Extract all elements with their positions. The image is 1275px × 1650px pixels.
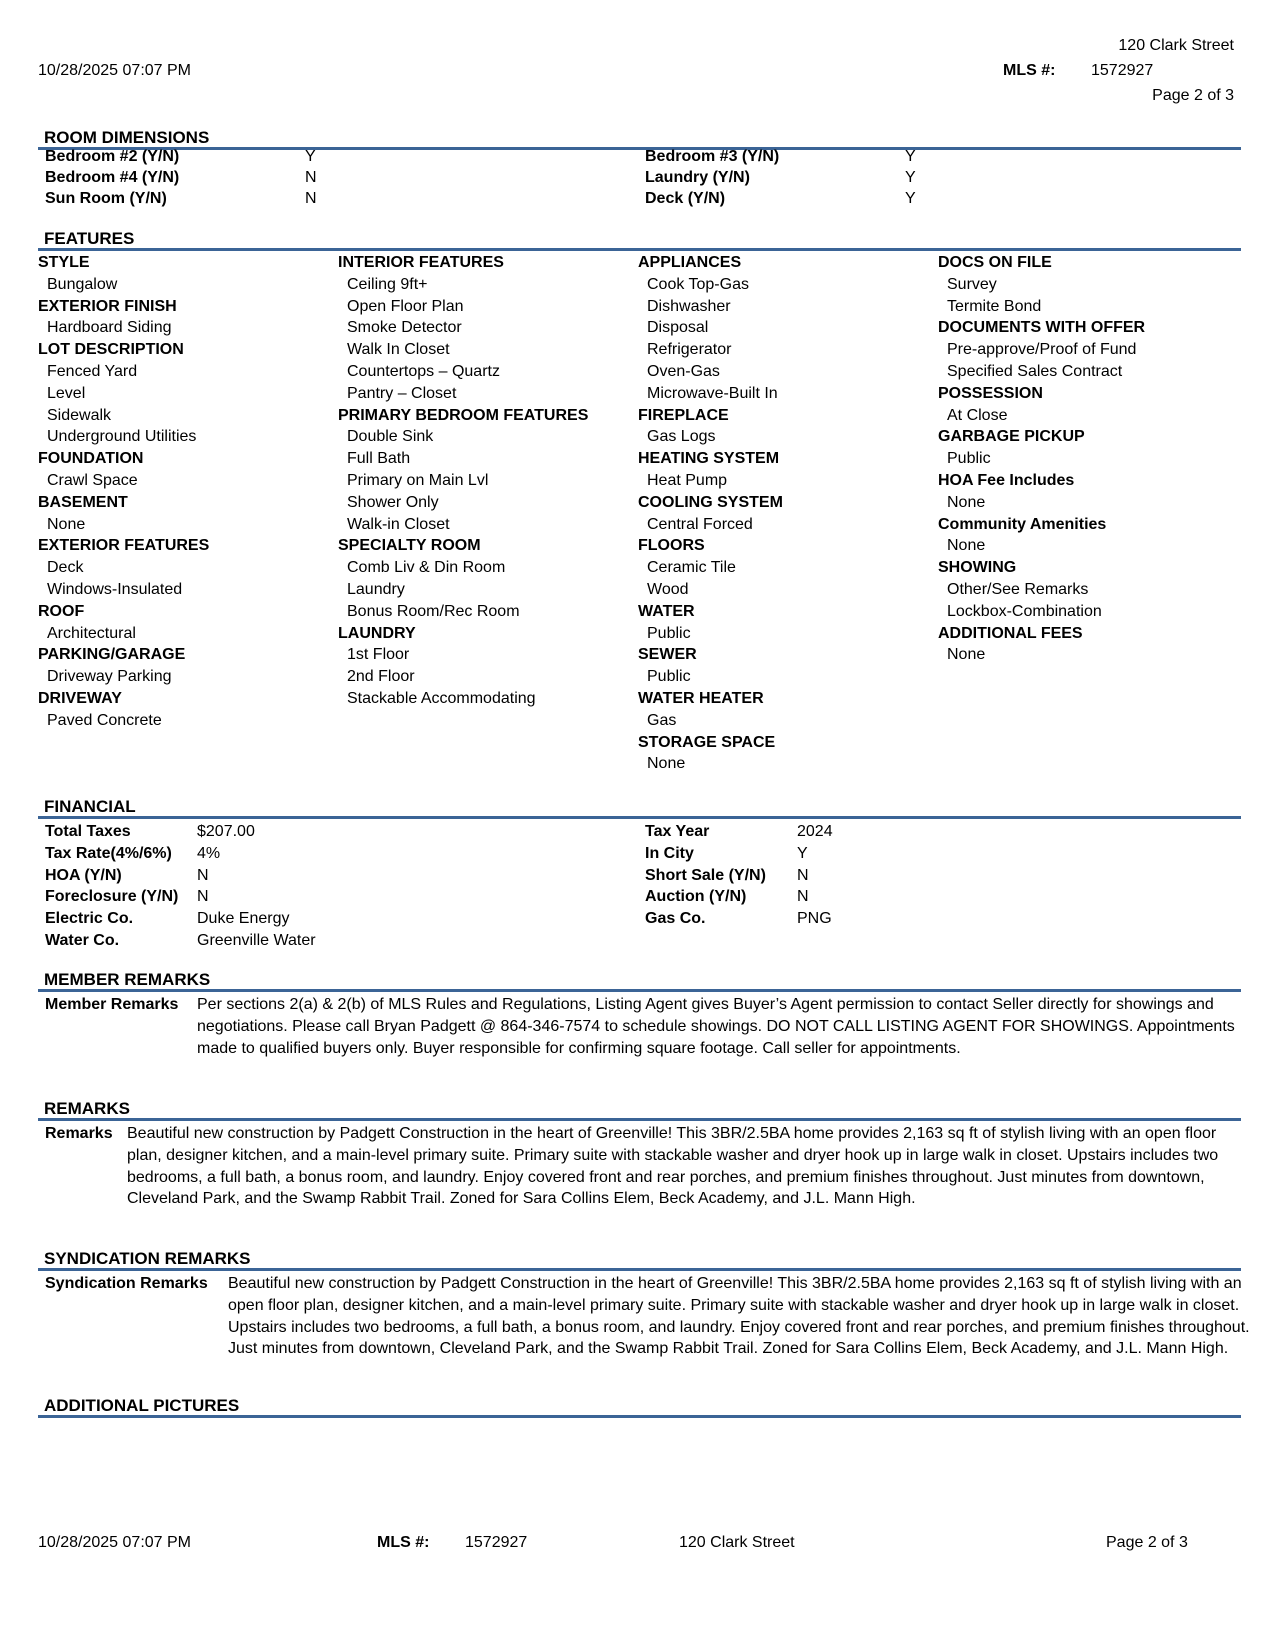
- feature-item: Microwave-Built In: [647, 384, 778, 402]
- kv-value: 2024: [797, 823, 833, 840]
- room-dimensions-left: [45, 146, 317, 209]
- kv-row: [45, 865, 316, 887]
- section-title: FEATURES: [44, 229, 135, 248]
- kv-row: [645, 843, 833, 865]
- feature-item: Crawl Space: [47, 471, 138, 489]
- feature-item: Bonus Room/Rec Room: [347, 602, 520, 620]
- header-mls-label: MLS #:: [1003, 62, 1056, 79]
- feature-item: Refrigerator: [647, 341, 732, 359]
- kv-label: Tax Year: [645, 823, 710, 840]
- feature-item: Comb Liv & Din Room: [347, 559, 506, 577]
- kv-value: N: [197, 866, 209, 884]
- feature-item: Fenced Yard: [47, 362, 138, 380]
- kv-label: Total Taxes: [45, 823, 131, 840]
- kv-row: [45, 930, 316, 952]
- kv-row: [45, 167, 317, 188]
- feature-category: Community Amenities: [938, 515, 1107, 533]
- feature-item: Cook Top-Gas: [647, 275, 749, 293]
- feature-category: FOUNDATION: [38, 450, 144, 468]
- feature-item: Walk-in Closet: [347, 515, 450, 533]
- feature-category: WATER: [638, 602, 695, 620]
- additional-pictures-section: [38, 1395, 1241, 1419]
- section-title: SYNDICATION REMARKS: [44, 1249, 251, 1268]
- feature-item: Underground Utilities: [47, 428, 197, 446]
- kv-row: [645, 146, 916, 167]
- features-column-1: [38, 252, 209, 732]
- feature-category: PRIMARY BEDROOM FEATURES: [338, 406, 589, 424]
- member-remarks-block: [45, 994, 1241, 1084]
- member-remarks-section: [38, 969, 1241, 993]
- feature-item: Public: [647, 624, 691, 642]
- feature-category: DOCS ON FILE: [938, 254, 1052, 271]
- kv-value: 4%: [197, 844, 221, 862]
- feature-item: Pre-approve/Proof of Fund: [947, 341, 1137, 359]
- syndication-remarks-section: [38, 1248, 1241, 1272]
- kv-row: [645, 821, 833, 843]
- kv-value: N: [797, 866, 809, 884]
- section-divider: [38, 248, 1241, 251]
- feature-item: Windows-Insulated: [47, 580, 183, 598]
- feature-category: STORAGE SPACE: [638, 733, 776, 751]
- room-dimensions-right: [645, 146, 916, 209]
- feature-category: WATER HEATER: [638, 689, 764, 707]
- section-divider: [38, 1268, 1241, 1271]
- syndication-remarks-text: Beautiful new construction by Padgett Construction in the heart of Greenville! This 3BR/2.5BA home provides 2,163 sq ft of stylish living with an open floor plan, designer kitchen, and a main-level primary suite. Primary suite with stackable washer and dryer hook up in large walk in closet. Upstairs includes two bedrooms, a full bath, a bonus room, and laundry. Enjoy covered front and rear porches, and premium finishes throughout. Just minutes from downtown, Cleveland Park, and the Swamp Rabbit Trail. Zoned for Sara Collins Elem, Beck Academy, and J.L. Mann High.: [228, 1275, 1250, 1358]
- feature-item: None: [947, 646, 986, 664]
- feature-item: Disposal: [647, 319, 709, 337]
- feature-item: Central Forced: [647, 515, 753, 533]
- feature-category: GARBAGE PICKUP: [938, 428, 1085, 446]
- kv-label: Deck (Y/N): [645, 190, 726, 207]
- kv-label: Gas Co.: [645, 910, 706, 928]
- feature-category: PARKING/GARAGE: [38, 646, 186, 664]
- feature-category: FLOORS: [638, 537, 705, 555]
- feature-category: EXTERIOR FINISH: [38, 297, 177, 315]
- syndication-remarks-label: Syndication Remarks: [45, 1275, 208, 1292]
- feature-category: FIREPLACE: [638, 406, 729, 424]
- kv-row: [45, 821, 316, 843]
- feature-item: Gas Logs: [647, 428, 716, 446]
- kv-row: [645, 188, 916, 209]
- feature-item: Level: [47, 384, 86, 402]
- feature-item: Sidewalk: [47, 406, 112, 424]
- header-address: 120 Clark Street: [1118, 37, 1234, 54]
- section-divider: [38, 816, 1241, 819]
- header-page: Page 2 of 3: [1152, 87, 1234, 104]
- kv-label: HOA (Y/N): [45, 866, 122, 884]
- header-mls-number: 1572927: [1091, 62, 1154, 79]
- feature-item: Other/See Remarks: [947, 580, 1089, 598]
- kv-value: N: [305, 169, 317, 186]
- feature-item: Stackable Accommodating: [347, 689, 536, 707]
- kv-row: [45, 886, 316, 908]
- feature-item: 1st Floor: [347, 646, 410, 664]
- feature-item: Public: [947, 450, 991, 468]
- feature-category: POSSESSION: [938, 384, 1043, 402]
- financial-right: [645, 821, 833, 930]
- kv-value: Y: [905, 190, 916, 207]
- kv-value: N: [197, 888, 209, 906]
- feature-category: DOCUMENTS WITH OFFER: [938, 319, 1146, 337]
- feature-category: EXTERIOR FEATURES: [38, 537, 210, 555]
- kv-row: [45, 146, 317, 167]
- syndication-remarks-block: [45, 1273, 1250, 1385]
- kv-label: Sun Room (Y/N): [45, 190, 167, 207]
- feature-category: DRIVEWAY: [38, 689, 122, 707]
- feature-item: Gas: [647, 711, 677, 729]
- feature-item: Architectural: [47, 624, 136, 642]
- feature-item: Termite Bond: [947, 297, 1042, 315]
- kv-value: N: [305, 190, 317, 207]
- kv-row: [45, 908, 316, 930]
- feature-item: Bungalow: [47, 275, 118, 293]
- feature-item: Laundry: [347, 580, 405, 598]
- kv-value: Y: [797, 844, 808, 862]
- feature-item: Dishwasher: [647, 297, 731, 315]
- kv-value: $207.00: [197, 823, 255, 840]
- feature-category: LAUNDRY: [338, 624, 416, 642]
- footer-mls-number: 1572927: [465, 1534, 528, 1551]
- feature-item: None: [947, 537, 986, 555]
- feature-item: Ceramic Tile: [647, 559, 736, 577]
- feature-category: COOLING SYSTEM: [638, 493, 783, 511]
- feature-item: Pantry – Closet: [347, 384, 457, 402]
- kv-label: Auction (Y/N): [645, 888, 747, 906]
- feature-category: LOT DESCRIPTION: [38, 341, 184, 359]
- kv-label: Bedroom #4 (Y/N): [45, 169, 180, 186]
- feature-item: Oven-Gas: [647, 362, 720, 380]
- remarks-block: [45, 1123, 1241, 1235]
- kv-label: Bedroom #3 (Y/N): [645, 148, 780, 165]
- kv-row: [45, 188, 317, 209]
- member-remarks-text: Per sections 2(a) & 2(b) of MLS Rules and Regulations, Listing Agent gives Buyer’s Agent permission to contact Seller directly for showings and negotiations. Please call Bryan Padgett @ 864-346-7574 to schedule showings. DO NOT CALL LISTING AGENT FOR SHOWINGS. Appointments made to qualified buyers only. Buyer responsible for confirming square footage. Call seller for appointments.: [197, 996, 1235, 1057]
- section-title: ROOM DIMENSIONS: [44, 128, 210, 147]
- footer-address: 120 Clark Street: [679, 1534, 795, 1551]
- kv-value: Greenville Water: [197, 931, 316, 949]
- section-title: REMARKS: [44, 1099, 130, 1118]
- feature-item: At Close: [947, 406, 1008, 424]
- feature-item: None: [947, 493, 986, 511]
- feature-item: Walk In Closet: [347, 341, 450, 359]
- kv-label: Tax Rate(4%/6%): [45, 844, 172, 862]
- feature-category: BASEMENT: [38, 493, 128, 511]
- section-title: FINANCIAL: [44, 797, 136, 816]
- kv-label: Laundry (Y/N): [645, 169, 750, 186]
- feature-item: Smoke Detector: [347, 319, 462, 337]
- kv-label: Short Sale (Y/N): [645, 866, 766, 884]
- kv-label: Foreclosure (Y/N): [45, 888, 179, 906]
- feature-category: HOA Fee Includes: [938, 471, 1075, 489]
- feature-category: SEWER: [638, 646, 697, 664]
- feature-item: Ceiling 9ft+: [347, 275, 428, 293]
- feature-item: Deck: [47, 559, 84, 577]
- footer-datetime: 10/28/2025 07:07 PM: [38, 1534, 192, 1551]
- kv-value: Y: [305, 148, 316, 165]
- feature-item: Wood: [647, 580, 689, 598]
- financial-left: [45, 821, 316, 952]
- feature-item: Survey: [947, 275, 997, 293]
- feature-item: Primary on Main Lvl: [347, 471, 489, 489]
- kv-label: Bedroom #2 (Y/N): [45, 148, 180, 165]
- feature-category: HEATING SYSTEM: [638, 450, 780, 468]
- remarks-section: [38, 1098, 1241, 1122]
- feature-category: SPECIALTY ROOM: [338, 537, 481, 555]
- features-column-4: [938, 252, 1145, 666]
- feature-item: None: [647, 755, 686, 773]
- feature-item: Shower Only: [347, 493, 439, 511]
- section-title: MEMBER REMARKS: [44, 970, 211, 989]
- feature-item: Paved Concrete: [47, 711, 162, 729]
- feature-category: ADDITIONAL FEES: [938, 624, 1083, 642]
- feature-item: Heat Pump: [647, 471, 728, 489]
- footer-mls-label: MLS #:: [377, 1534, 430, 1551]
- feature-item: Specified Sales Contract: [947, 362, 1123, 380]
- feature-item: Public: [647, 668, 691, 686]
- feature-category: STYLE: [38, 254, 90, 271]
- remarks-label: Remarks: [45, 1125, 113, 1142]
- kv-value: Y: [905, 148, 916, 165]
- kv-label: Electric Co.: [45, 910, 134, 928]
- kv-value: PNG: [797, 910, 832, 928]
- footer-page: Page 2 of 3: [1106, 1534, 1188, 1551]
- feature-category: ROOF: [38, 602, 85, 620]
- kv-row: [645, 865, 833, 887]
- kv-value: N: [797, 888, 809, 906]
- section-title: ADDITIONAL PICTURES: [44, 1396, 240, 1415]
- kv-label: Water Co.: [45, 931, 120, 949]
- feature-category: APPLIANCES: [638, 254, 742, 271]
- kv-row: [645, 167, 916, 188]
- kv-value: Duke Energy: [197, 910, 290, 928]
- header-datetime: 10/28/2025 07:07 PM: [38, 62, 192, 79]
- feature-item: Driveway Parking: [47, 668, 172, 686]
- member-remarks-label: Member Remarks: [45, 996, 179, 1013]
- feature-item: Countertops – Quartz: [347, 362, 500, 380]
- feature-item: Full Bath: [347, 450, 411, 468]
- kv-row: [645, 886, 833, 908]
- kv-label: In City: [645, 844, 694, 862]
- feature-category: SHOWING: [938, 559, 1017, 577]
- feature-item: 2nd Floor: [347, 668, 415, 686]
- kv-row: [45, 843, 316, 865]
- features-section: [38, 228, 1241, 252]
- feature-item: Lockbox-Combination: [947, 602, 1102, 620]
- section-divider: [38, 989, 1241, 992]
- features-column-3: [638, 252, 783, 775]
- financial-section: [38, 796, 1241, 820]
- feature-category: INTERIOR FEATURES: [338, 254, 504, 271]
- kv-value: Y: [905, 169, 916, 186]
- feature-item: Hardboard Siding: [47, 319, 172, 337]
- section-divider: [38, 1118, 1241, 1121]
- features-column-2: [338, 252, 588, 710]
- section-divider: [38, 1415, 1241, 1418]
- feature-item: None: [47, 515, 86, 533]
- remarks-text: Beautiful new construction by Padgett Construction in the heart of Greenville! This 3BR/2.5BA home provides 2,163 sq ft of stylish living with an open floor plan, designer kitchen, and a main-level primary suite. Primary suite with stackable washer and dryer hook up in large walk in closet. Upstairs includes two bedrooms, a full bath, a bonus room, and laundry. Enjoy covered front and rear porches, and premium finishes throughout. Just minutes from downtown, Cleveland Park, and the Swamp Rabbit Trail. Zoned for Sara Collins Elem, Beck Academy, and J.L. Mann High.: [127, 1125, 1219, 1208]
- feature-item: Open Floor Plan: [347, 297, 464, 315]
- feature-item: Double Sink: [347, 428, 434, 446]
- kv-row: [645, 908, 833, 930]
